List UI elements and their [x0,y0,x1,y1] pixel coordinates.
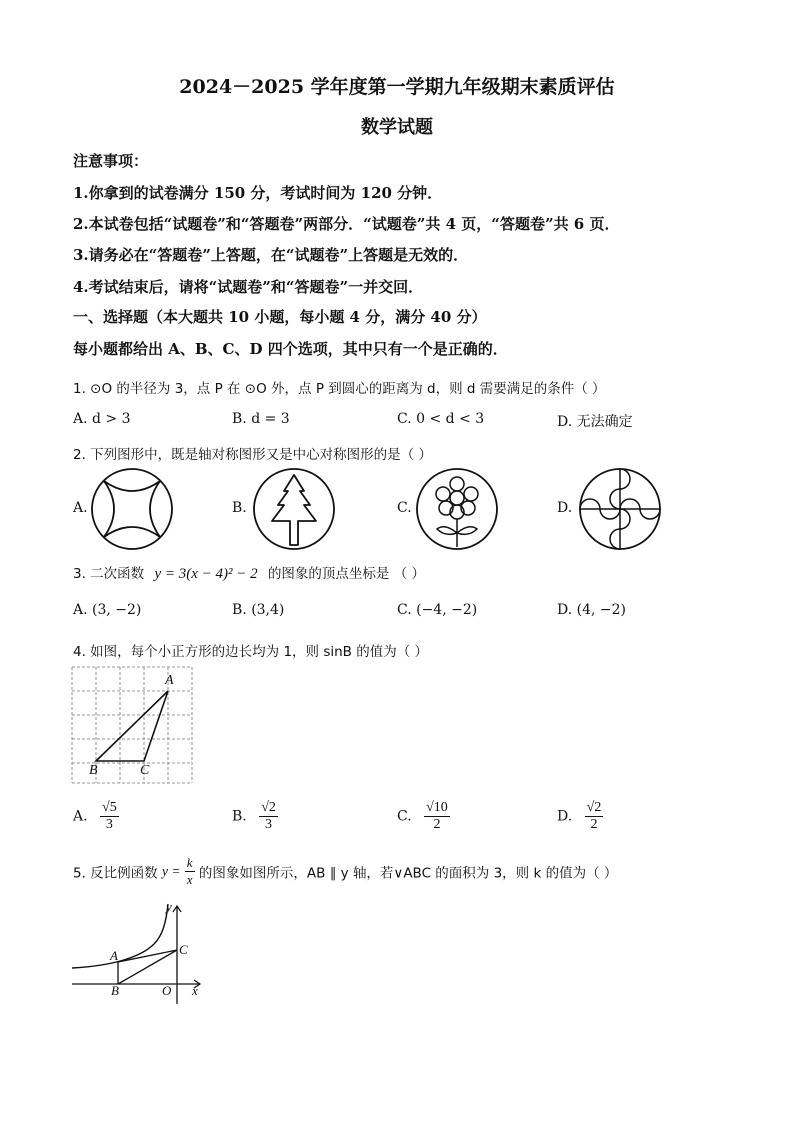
q5-label-x: x [192,983,198,998]
q2-option-c-label: C. [397,500,412,516]
question-2-text: 2. 下列图形中，既是轴对称图形又是中心对称图形的是（ ） [73,447,432,463]
q4-option-c [397,800,450,833]
section-instruction: 每小题都给出 A、B、C、D 四个选项，其中只有一个是正确的． [73,340,508,358]
q2-option-b-label: B. [232,500,247,516]
q2-figure-c [415,467,499,551]
q4-option-a-letter: A. [73,808,88,825]
question-4-text: 4. 如图，每个小正方形的边长均为 1，则 sinB 的值为（ ） [73,644,429,660]
question-3-text [73,562,425,583]
q2-option-d-label: D. [557,500,573,516]
notes-item-2: 2.本试卷包括“试题卷”和“答题卷”两部分．“试题卷”共 4 页，“答题卷”共 6 页． [73,215,620,233]
q1-option-d: D. 无法确定 [557,414,633,430]
q5-frac-num: k [186,855,193,870]
q5-label-o: O [162,983,172,998]
q2-figure-b [252,467,336,551]
question-5-text [73,855,617,888]
q5-y-eq: y = [161,863,181,879]
notes-item-4: 4.考试结束后，请将“试题卷”和“答题卷”一并交回． [73,278,424,296]
question-1-text: 1. ⊙O 的半径为 3，点 P 在 ⊙O 外，点 P 到圆心的距离为 d，则 d 需要满足的条件（ ） [73,381,606,397]
page-title: 2024－2025 学年度第一学期九年级期末素质评估 [179,76,615,98]
q3-option-d: D. (4, −2) [557,602,626,618]
q4-label-c: C [140,763,150,778]
notes-heading: 注意事项： [73,152,149,170]
q4-option-c-den: 2 [433,817,441,832]
q3-option-b: B. (3,4) [232,602,285,618]
q4-option-b-den: 3 [265,817,273,832]
q5-frac-den: x [186,872,193,887]
q1-option-b: B. d = 3 [232,411,290,427]
q4-option-c-num: √10 [426,800,448,815]
q4-option-b-num: √2 [261,800,276,815]
q4-option-d-num: √2 [586,800,602,815]
q4-option-a-den: 3 [105,817,113,832]
q5-label-b: B [111,983,119,998]
q5-label-a: A [110,948,118,963]
q1-option-a: A. d > 3 [73,411,131,427]
q4-option-a-num: √5 [102,800,117,815]
q4-option-c-letter: C. [397,808,412,825]
q2-option-a-label: A. [73,500,88,516]
q3-text-pre: 3. 二次函数 [73,566,145,582]
q4-option-b-letter: B. [232,808,247,825]
section-heading: 一、选择题（本大题共 10 小题，每小题 4 分，满分 40 分） [73,308,487,326]
q4-label-b: B [89,763,98,778]
q3-option-a: A. (3, −2) [73,602,142,618]
q1-option-c: C. 0 < d < 3 [397,411,485,427]
q5-text-pre: 5. 反比例函数 [73,865,158,882]
q5-text-post: 的图象如图所示，AB ∥ y 轴，若∨ABC 的面积为 3，则 k 的值为（ ） [198,865,618,882]
q2-figure-d [578,467,662,551]
notes-item-1: 1.你拿到的试卷满分 150 分，考试时间为 120 分钟． [73,184,443,202]
notes-item-3: 3.请务必在“答题卷”上答题，在“试题卷”上答题是无效的． [73,246,469,264]
q3-option-c: C. (−4, −2) [397,602,478,618]
q4-option-d-den: 2 [590,817,598,832]
q3-formula: y = 3(x − 4)² − 2 [154,566,258,582]
q5-label-c: C [179,942,188,957]
q5-label-y: y [166,899,172,914]
q4-option-d [557,800,603,833]
q2-figure-a [90,467,174,551]
q4-option-d-letter: D. [557,808,573,825]
q4-label-a: A [165,673,174,688]
page-subtitle: 数学试题 [361,117,433,138]
q4-option-b [232,800,278,833]
q4-option-a [73,800,119,833]
q3-text-post: 的图象的顶点坐标是 （ ） [267,566,426,582]
q5-graph-figure [70,898,210,1008]
